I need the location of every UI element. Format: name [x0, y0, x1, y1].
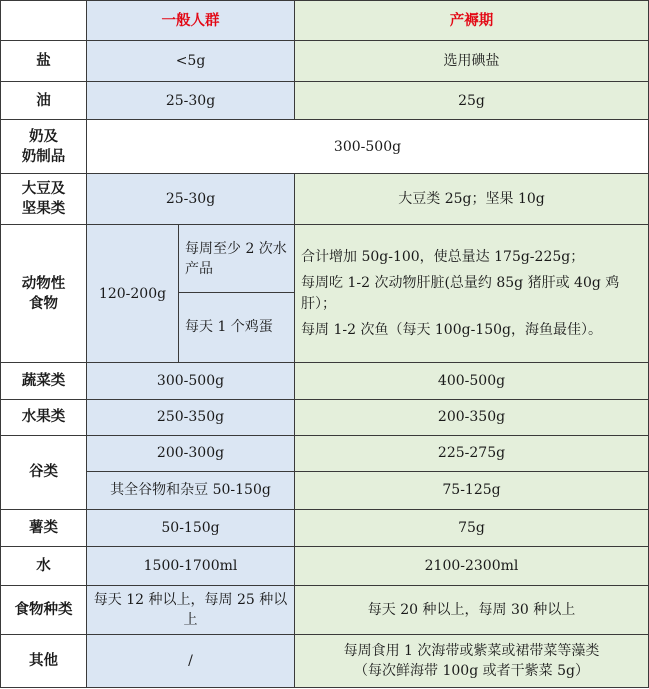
label-soy-line2: 坚果类 [21, 200, 66, 217]
row-soy [1, 173, 649, 224]
label-milk [1, 120, 87, 173]
salt-postpartum: 选用碘盐 [295, 41, 649, 82]
row-water [1, 547, 649, 586]
row-milk [1, 120, 649, 173]
label-grain: 谷类 [1, 435, 87, 509]
grain-general: 200-300g [87, 435, 295, 471]
variety-postpartum: 每天 20 种以上，每周 30 种以上 [295, 586, 649, 635]
animal-sub-egg: 每天 1 个鸡蛋 [179, 293, 295, 363]
label-tuber: 薯类 [1, 509, 87, 546]
label-other: 其他 [1, 635, 87, 688]
label-animal [1, 225, 87, 363]
animal-postpartum [295, 225, 649, 363]
tuber-general: 50-150g [87, 509, 295, 546]
oil-general: 25-30g [87, 82, 295, 120]
label-milk-line1: 奶及 [29, 128, 58, 145]
label-milk-line2: 奶制品 [21, 148, 66, 165]
other-postpartum [295, 635, 649, 688]
animal-postpartum-fish: 每周 1-2 次鱼（每天 100g-150g，海鱼最佳）。 [301, 321, 602, 338]
row-tuber [1, 509, 649, 546]
veg-postpartum: 400-500g [295, 362, 649, 399]
grain-postpartum: 225-275g [295, 435, 649, 471]
row-animal-1 [1, 225, 649, 293]
label-oil: 油 [1, 82, 87, 120]
tuber-postpartum: 75g [295, 509, 649, 546]
variety-general: 每天 12 种以上，每周 25 种以上 [87, 586, 295, 635]
label-soy-line1: 大豆及 [21, 180, 66, 197]
soy-general: 25-30g [87, 173, 295, 224]
grain-whole-postpartum: 75-125g [295, 471, 649, 509]
fruit-postpartum: 200-350g [295, 399, 649, 435]
other-general: / [87, 635, 295, 688]
soy-postpartum: 大豆类 25g；坚果 10g [295, 173, 649, 224]
label-variety: 食物种类 [1, 586, 87, 635]
row-grain-1 [1, 435, 649, 471]
header-row [1, 1, 649, 41]
animal-general: 120-200g [87, 225, 179, 363]
fruit-general: 250-350g [87, 399, 295, 435]
grain-whole-general: 其全谷物和杂豆 50-150g [87, 471, 295, 509]
label-soy [1, 173, 87, 224]
animal-postpartum-total: 合计增加 50g-100，使总量达 175g-225g； [301, 248, 585, 265]
row-fruit [1, 399, 649, 435]
corner-cell [1, 1, 87, 41]
oil-postpartum: 25g [295, 82, 649, 120]
row-oil [1, 82, 649, 120]
row-veg [1, 362, 649, 399]
other-postpartum-line1: 每周食用 1 次海带或紫菜或裙带菜等藻类 [343, 643, 600, 660]
other-postpartum-line2: （每次鲜海带 100g 或者干紫菜 5g） [354, 663, 589, 680]
label-fruit: 水果类 [1, 399, 87, 435]
veg-general: 300-500g [87, 362, 295, 399]
row-salt [1, 41, 649, 82]
header-general: 一般人群 [87, 1, 295, 41]
label-veg: 蔬菜类 [1, 362, 87, 399]
row-variety [1, 586, 649, 635]
salt-general: <5g [87, 41, 295, 82]
label-animal-line2: 食物 [29, 295, 58, 312]
water-general: 1500-1700ml [87, 547, 295, 586]
header-postpartum: 产褥期 [295, 1, 649, 41]
row-other [1, 635, 649, 688]
milk-value: 300-500g [87, 120, 649, 173]
label-salt: 盐 [1, 41, 87, 82]
animal-postpartum-liver: 每周吃 1-2 次动物肝脏(总量约 85g 猪肝或 40g 鸡肝）； [301, 274, 620, 312]
animal-sub-seafood: 每周至少 2 次水产品 [179, 225, 295, 293]
water-postpartum: 2100-2300ml [295, 547, 649, 586]
label-animal-line1: 动物性 [21, 275, 66, 292]
row-grain-2 [1, 471, 649, 509]
label-water: 水 [1, 547, 87, 586]
